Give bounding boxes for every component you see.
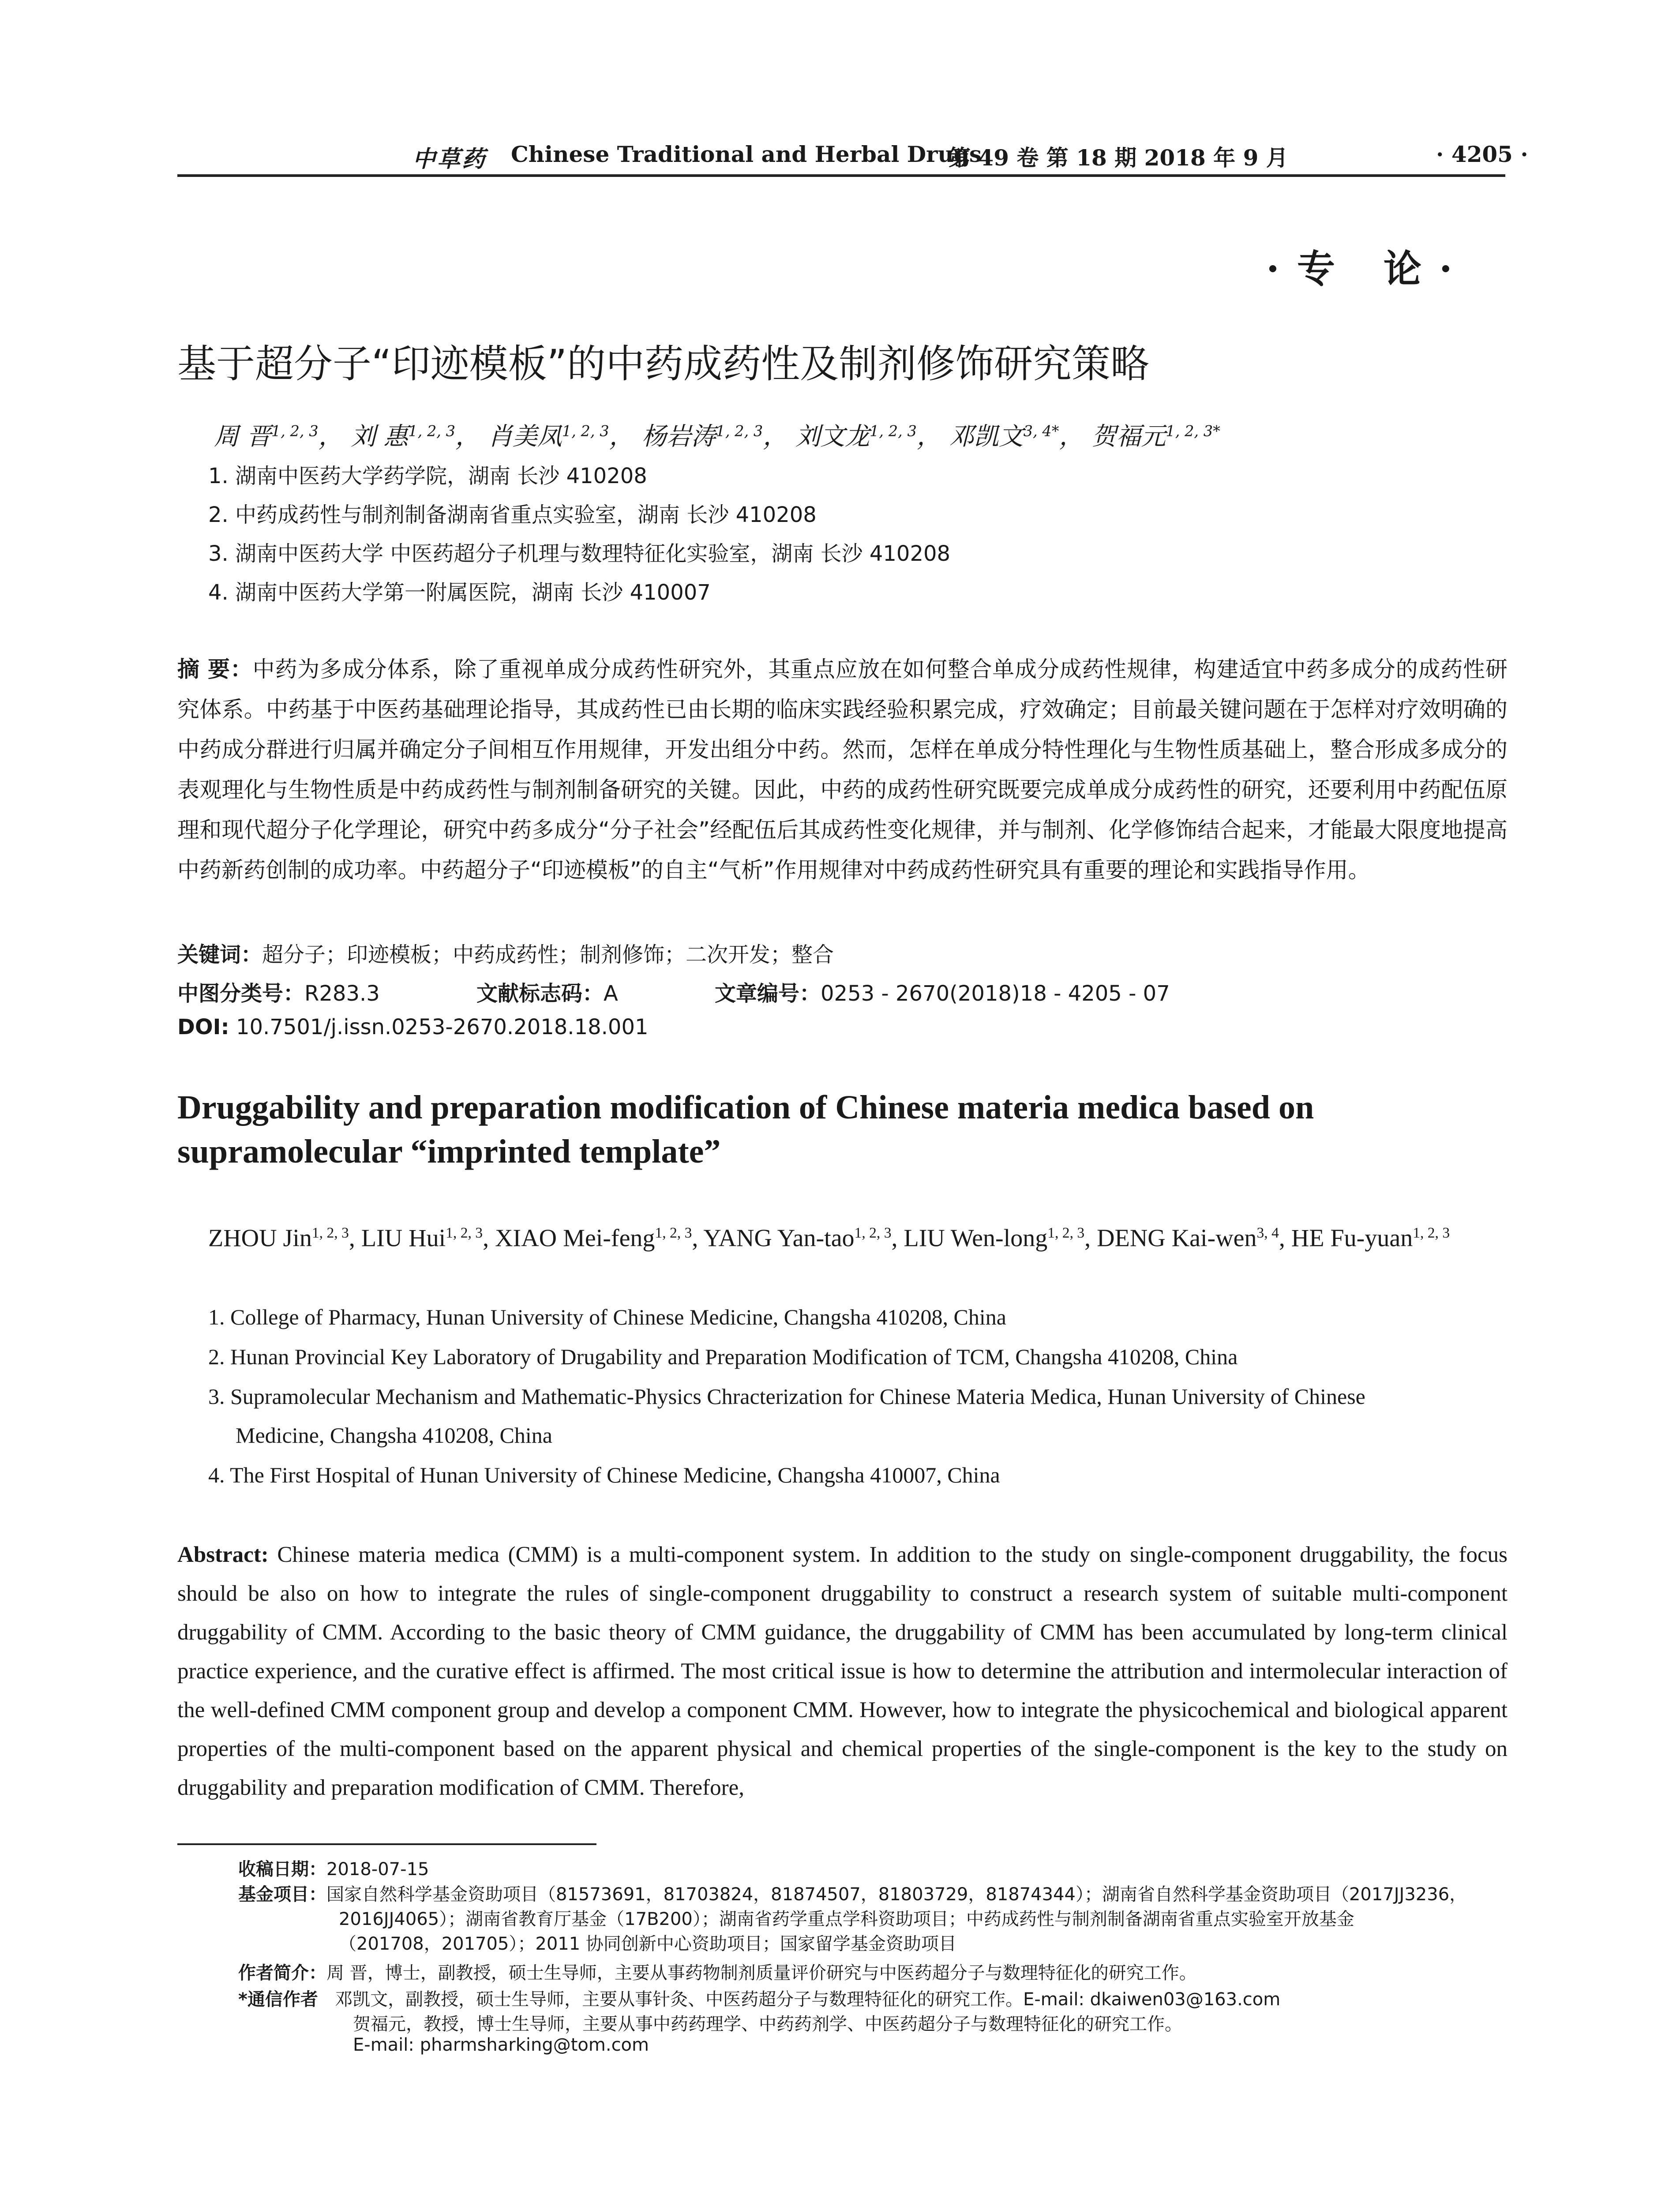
paper-title-zh: 基于超分子“印迹模板”的中药成药性及制剂修饰研究策略: [177, 341, 1150, 386]
clc-value: R283.3: [304, 981, 380, 1006]
author-name-en: ZHOU Jin: [208, 1224, 312, 1252]
affiliation-en: 2. Hunan Provincial Key Laboratory of Drugability and Preparation Modification of TCM, Changsha 410208, China: [208, 1344, 1238, 1369]
abstract-en-text: Chinese materia medica (CMM) is a multi-component system. In addition to the study on single-component druggability, the focus should be also on how to integrate the rules of single-component druggability to construct a research system of suitable multi-component druggability of CMM. According to the basic theory of CMM guidance, the druggability of CMM has been accumulated by long-term clinical practice experience, and the curative effect is affirmed. The most critical issue is how to determine the attribution and intermolecular interaction of the well-defined CMM component group and develop a component CMM. However, how to integrate the physicochemical and biological apparent properties of the multi-component based on the apparent physical and chemical properties of the single-component is the key to the study on druggability and preparation modification of CMM. Therefore,: [177, 1542, 1508, 1800]
footnote-bio: [238, 1959, 1197, 1984]
corr-text-2: 贺福元，教授，博士生导师，主要从事中药药理学、中药药剂学、中医药超分子与数理特征化的研究工作。: [353, 2014, 1182, 2034]
doi-label: DOI:: [177, 1015, 229, 1039]
doc-code-value: A: [604, 981, 618, 1006]
author-name: 周 晋: [214, 422, 271, 451]
affiliation-en-cont-text: Medicine, Changsha 410208, China: [236, 1423, 552, 1448]
footnote-received: [238, 1855, 429, 1880]
author-affil-sup: 1, 2, 3*: [1166, 422, 1220, 440]
journal-name-zh: 中草药: [412, 146, 487, 173]
author-affil-sup: 1, 2, 3: [655, 1225, 692, 1241]
author-name-en: YANG Yan-tao: [703, 1224, 855, 1252]
author-name: 刘 惠: [351, 422, 409, 451]
author-name: 邓凯文: [949, 422, 1024, 451]
corr-email[interactable]: E-mail: pharmsharking@tom.com: [353, 2035, 649, 2055]
bio-label: 作者简介：: [238, 1963, 326, 1983]
affiliation-en: 1. College of Pharmacy, Hunan University of Chinese Medicine, Changsha 410208, China: [208, 1305, 1006, 1329]
author-name-en: LIU Hui: [361, 1224, 446, 1252]
doc-code-label: 文献标志码：: [476, 981, 604, 1006]
author-affil-sup: 1, 2, 3: [870, 422, 917, 440]
author-affil-sup: 3, 4: [1256, 1225, 1279, 1241]
affiliation-en: 4. The First Hospital of Hunan University of Chinese Medicine, Changsha 410007, China: [208, 1463, 1000, 1487]
keywords-label: 关键词：: [177, 942, 262, 967]
abstract-zh-label: 摘 要：: [177, 657, 253, 682]
author-affil-sup: 1, 2, 3: [1413, 1225, 1450, 1241]
corr-text-1: 邓凯文，副教授，硕士生导师，主要从事针灸、中医药超分子与数理特征化的研究工作。E-mail: dkaiwen03@163.com: [335, 1989, 1281, 2010]
keywords-text: 超分子；印迹模板；中药成药性；制剂修饰；二次开发；整合: [262, 942, 834, 967]
author-name: 肖美凤: [488, 422, 562, 451]
abstract-en-label: Abstract:: [177, 1542, 269, 1567]
author-affil-sup: 1, 2, 3: [562, 422, 609, 440]
page-number: · 4205 ·: [1436, 141, 1528, 167]
affiliation-zh: 1. 湖南中医药大学药学院，湖南 长沙 410208: [208, 464, 647, 488]
author-list-en: ZHOU Jin$^{1, 2, 3}$, LIU Hui$^{1, 2, 3}$, XIAO Mei-feng$^{1, 2, 3}$, YANG Yan-tao$^{1, 2, 3}$, LIU Wen-long$^{1, 2, 3}$, DENG Kai-wen$^{3, 4}$, HE Fu-yuan$^{1, 2, 3}$: [208, 1224, 1450, 1252]
clc-line: [177, 976, 380, 1007]
footnote-corresponding: [238, 1985, 1280, 2011]
affiliation-en-cont: [208, 1415, 1523, 1455]
fund-label: 基金项目：: [238, 1884, 326, 1905]
author-name-en: LIU Wen-long: [904, 1224, 1048, 1252]
author-name-en: HE Fu-yuan: [1291, 1224, 1413, 1252]
article-no-label: 文章编号：: [715, 981, 821, 1006]
author-affil-sup: 1, 2, 3: [408, 422, 456, 440]
keywords-zh: [177, 938, 834, 968]
doi-line: [177, 1015, 649, 1039]
journal-issue: 第 49 卷 第 18 期 2018 年 9 月: [949, 145, 1288, 171]
doc-code-line: [476, 976, 618, 1007]
doi-value[interactable]: 10.7501/j.issn.0253-2670.2018.18.001: [236, 1015, 649, 1039]
author-name-en: XIAO Mei-feng: [495, 1224, 655, 1252]
abstract-en: [177, 1535, 1508, 1807]
author-affil-sup: 1, 2, 3: [1047, 1225, 1085, 1241]
footnote-rule: [177, 1843, 596, 1845]
clc-label: 中图分类号：: [177, 981, 305, 1006]
author-affil-sup: 3, 4*: [1023, 422, 1059, 440]
paper-title-en: Druggability and preparation modification of Chinese materia medica based on supramolecular “imprinted template”: [177, 1089, 1314, 1170]
author-name: 贺福元: [1091, 422, 1166, 451]
affiliation-en: 3. Supramolecular Mechanism and Mathematic-Physics Chracterization for Chinese Materia Medica, Hunan University of Chinese: [208, 1384, 1365, 1409]
author-list-zh: 周 晋$^{1, 2, 3}$， 刘 惠$^{1, 2, 3}$， 肖美凤$^{1, 2, 3}$， 杨岩涛$^{1, 2, 3}$， 刘文龙$^{1, 2, 3}$， 邓凯文$^{3, 4*}$， 贺福元$^{1, 2, 3*}$: [214, 422, 1220, 451]
author-affil-sup: 1, 2, 3: [311, 1225, 349, 1241]
header-rule: [177, 174, 1505, 177]
affiliation-zh: 2. 中药成药性与制剂制备湖南省重点实验室，湖南 长沙 410208: [208, 503, 817, 527]
bio-text: 周 晋，博士，副教授，硕士生导师，主要从事药物制剂质量评价研究与中医药超分子与数理特征化的研究工作。: [326, 1963, 1197, 1983]
author-name: 杨岩涛: [641, 422, 716, 451]
affiliation-zh: 3. 湖南中医药大学 中医药超分子机理与数理特征化实验室，湖南 长沙 410208: [208, 541, 951, 566]
abstract-zh-text: 中药为多成分体系，除了重视单成分成药性研究外，其重点应放在如何整合单成分成药性规律，构建适宜中药多成分的成药性研究体系。中药基于中医药基础理论指导，其成药性已由长期的临床实践经验积累完成，疗效确定；目前最关键问题在于怎样对疗效明确的中药成分群进行归属并确定分子间相互作用规律，开发出组分中药。然而，怎样在单成分特性理化与生物性质基础上，整合形成多成分的表观理化与生物性质是中药成药性与制剂制备研究的关键。因此，中药的成药性研究既要完成单成分成药性的研究，还要利用中药配伍原理和现代超分子化学理论，研究中药多成分“分子社会”经配伍后其成药性变化规律，并与制剂、化学修饰结合起来，才能最大限度地提高中药新药创制的成功率。中药超分子“印迹模板”的自主“气析”作用规律对中药成药性研究具有重要的理论和实践指导作用。: [177, 657, 1508, 883]
author-affil-sup: 1, 2, 3: [716, 422, 763, 440]
author-name-en: DENG Kai-wen: [1097, 1224, 1257, 1252]
fund-text-1: 国家自然科学基金资助项目（81573691，81703824，81874507，81803729，81874344）；湖南省自然科学基金资助项目（2017JJ3236，: [326, 1884, 1467, 1905]
article-no-value: 0253 - 2670(2018)18 - 4205 - 07: [821, 981, 1170, 1006]
author-affil-sup: 1, 2, 3: [271, 422, 319, 440]
footnote-fund: [238, 1880, 1467, 1906]
received-date: 2018-07-15: [326, 1859, 429, 1880]
corr-label: *通信作者: [238, 1989, 318, 2010]
author-name: 刘文龙: [795, 422, 870, 451]
article-no-line: [715, 976, 1170, 1007]
received-label: 收稿日期：: [238, 1859, 326, 1880]
journal-name-en: Chinese Traditional and Herbal Drugs: [511, 141, 982, 167]
fund-text-3: （201708，201705）；2011 协同创新中心资助项目；国家留学基金资助项目: [339, 1934, 956, 1954]
fund-text-2: 2016JJ4065）；湖南省教育厅基金（17B200）；湖南省药学重点学科资助项目；中药成药性与制剂制备湖南省重点实验室开放基金: [339, 1909, 1354, 1929]
author-affil-sup: 1, 2, 3: [854, 1225, 892, 1241]
abstract-zh: [177, 649, 1508, 890]
affiliation-zh: 4. 湖南中医药大学第一附属医院，湖南 长沙 410007: [208, 580, 711, 605]
section-tag: ·专 论·: [1266, 247, 1470, 291]
author-affil-sup: 1, 2, 3: [446, 1225, 483, 1241]
